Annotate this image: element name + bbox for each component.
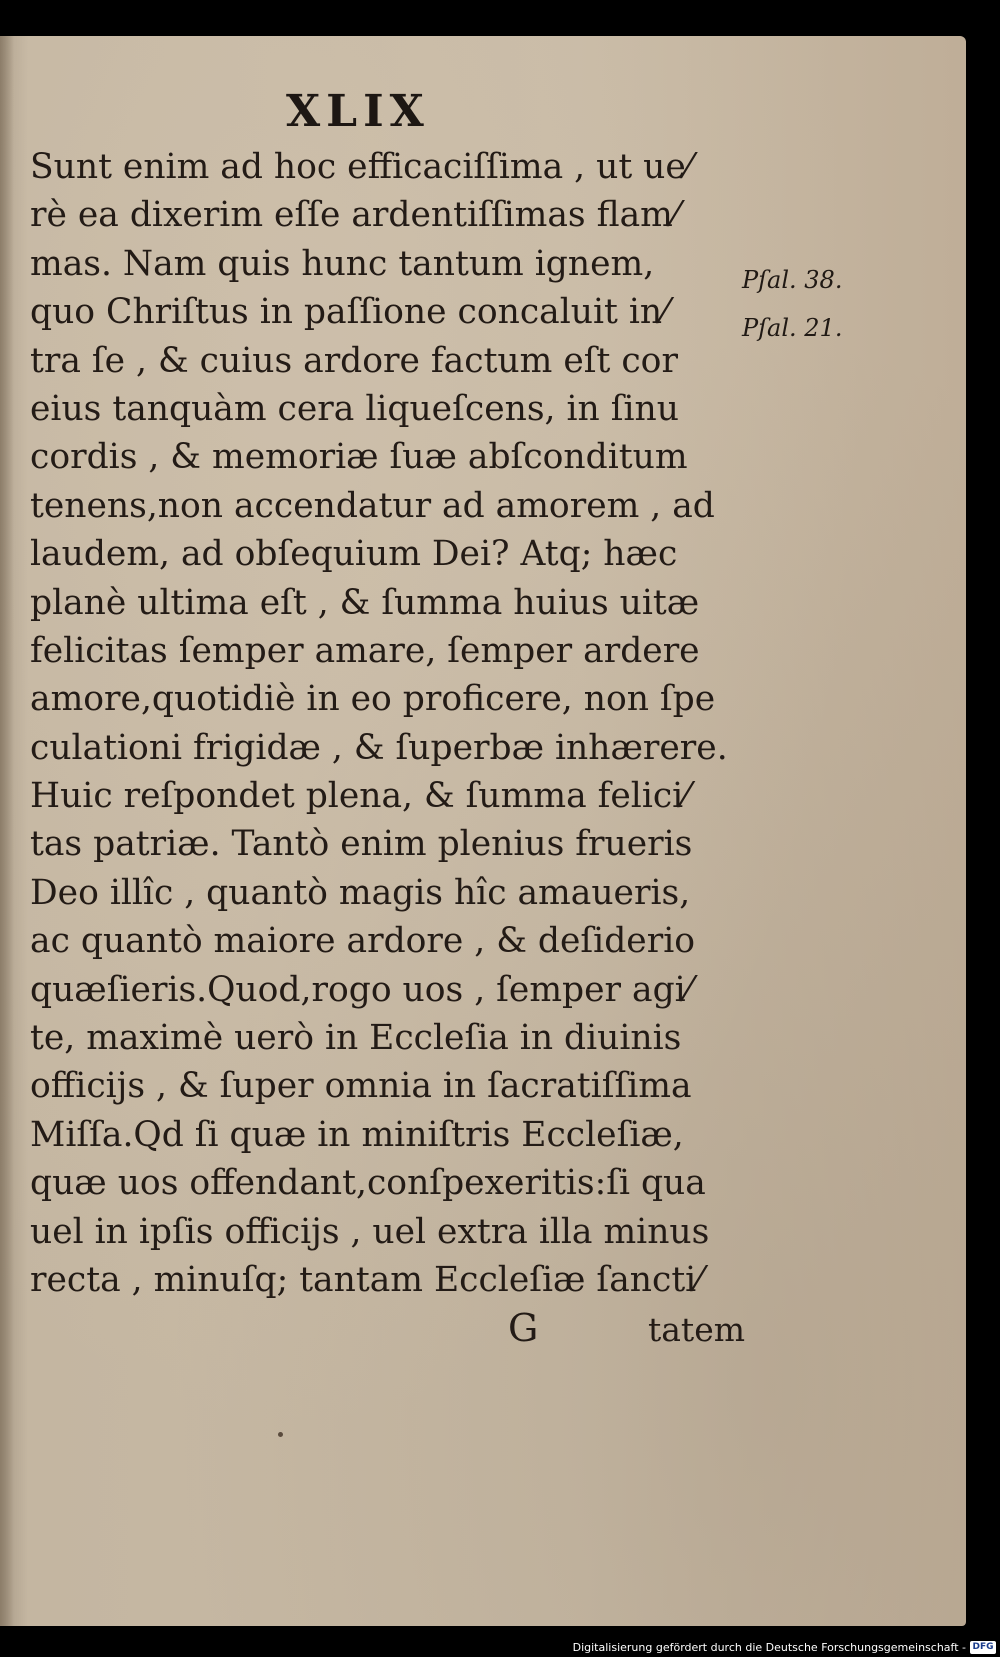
dfg-logo-icon: DFG [970, 1641, 996, 1654]
text-line: Huic reſpondet plena, & ſumma felici⁄ [30, 776, 689, 817]
body-text [30, 143, 760, 1304]
text-line: tas patriæ. Tantò enim plenius frueris [30, 824, 693, 865]
text-line: quæ uos offendant,conſpexeritis:ſi qua [30, 1163, 706, 1204]
text-line: Miſſa.Qd ſi quæ in miniſtris Eccleſiæ, [30, 1114, 684, 1155]
digitization-credit: Digitalisierung gefördert durch die Deutsche Forschungsgemeinschaft - [572, 1641, 966, 1654]
text-line: te, maximè uerò in Eccleſia in diuinis [30, 1018, 682, 1059]
text-line: tra ſe , & cuius ardore factum eſt cor [30, 340, 678, 381]
text-line: recta , minuſq; tantam Eccleſiæ ſancti⁄ [30, 1259, 702, 1300]
text-line: ac quantò maiore ardore , & deſiderio [30, 921, 696, 962]
text-line: Deo illîc , quantò magis hîc amaueris, [30, 872, 691, 913]
text-line: amore,quotidiè in eo proficere, non ſpe [30, 679, 716, 720]
text-line: Sunt enim ad hoc efficaciſſima , ut ue⁄ [30, 147, 692, 187]
text-line: tenens,non accendatur ad amorem , ad [30, 485, 715, 526]
text-line: culationi frigidæ , & ſuperbæ inhærere. [30, 727, 728, 768]
text-line: cordis , & memoriæ ſuæ abſconditum [30, 437, 688, 478]
page-gutter-shadow [0, 36, 14, 1626]
text-line: uel in ipſis officijs , uel extra illa minus [30, 1211, 710, 1252]
footer-bar [0, 1637, 1000, 1657]
text-line: felicitas ſemper amare, ſemper ardere [30, 630, 700, 671]
text-line: rè ea dixerim eſſe ardentiſſimas flam⁄ [30, 195, 679, 236]
text-line: mas. Nam quis hunc tantum ignem, [30, 243, 655, 284]
text-line: eius tanquàm cera liqueſcens, in ſinu [30, 388, 679, 429]
margin-note-psalm-38: Pſal. 38. [742, 266, 843, 294]
margin-references [742, 256, 862, 352]
text-line: quo Chriſtus in paſſione concaluit in⁄ [30, 292, 668, 333]
text-line: officijs , & ſuper omnia in ſacratiſſima [30, 1066, 692, 1107]
text-line: quæſieris.Quod,rogo uos , ſemper agi⁄ [30, 969, 692, 1010]
paper-speck [278, 1432, 283, 1437]
signature-mark: G [508, 1306, 539, 1350]
text-line: planè ultima eſt , & ſumma huius uitæ [30, 582, 700, 623]
page-folio-number: XLIX [286, 86, 430, 137]
text-line: laudem, ad obſequium Dei? Atq; hæc [30, 534, 678, 575]
catchword: tatem [648, 1310, 746, 1349]
margin-note-psalm-21: Pſal. 21. [742, 314, 843, 342]
